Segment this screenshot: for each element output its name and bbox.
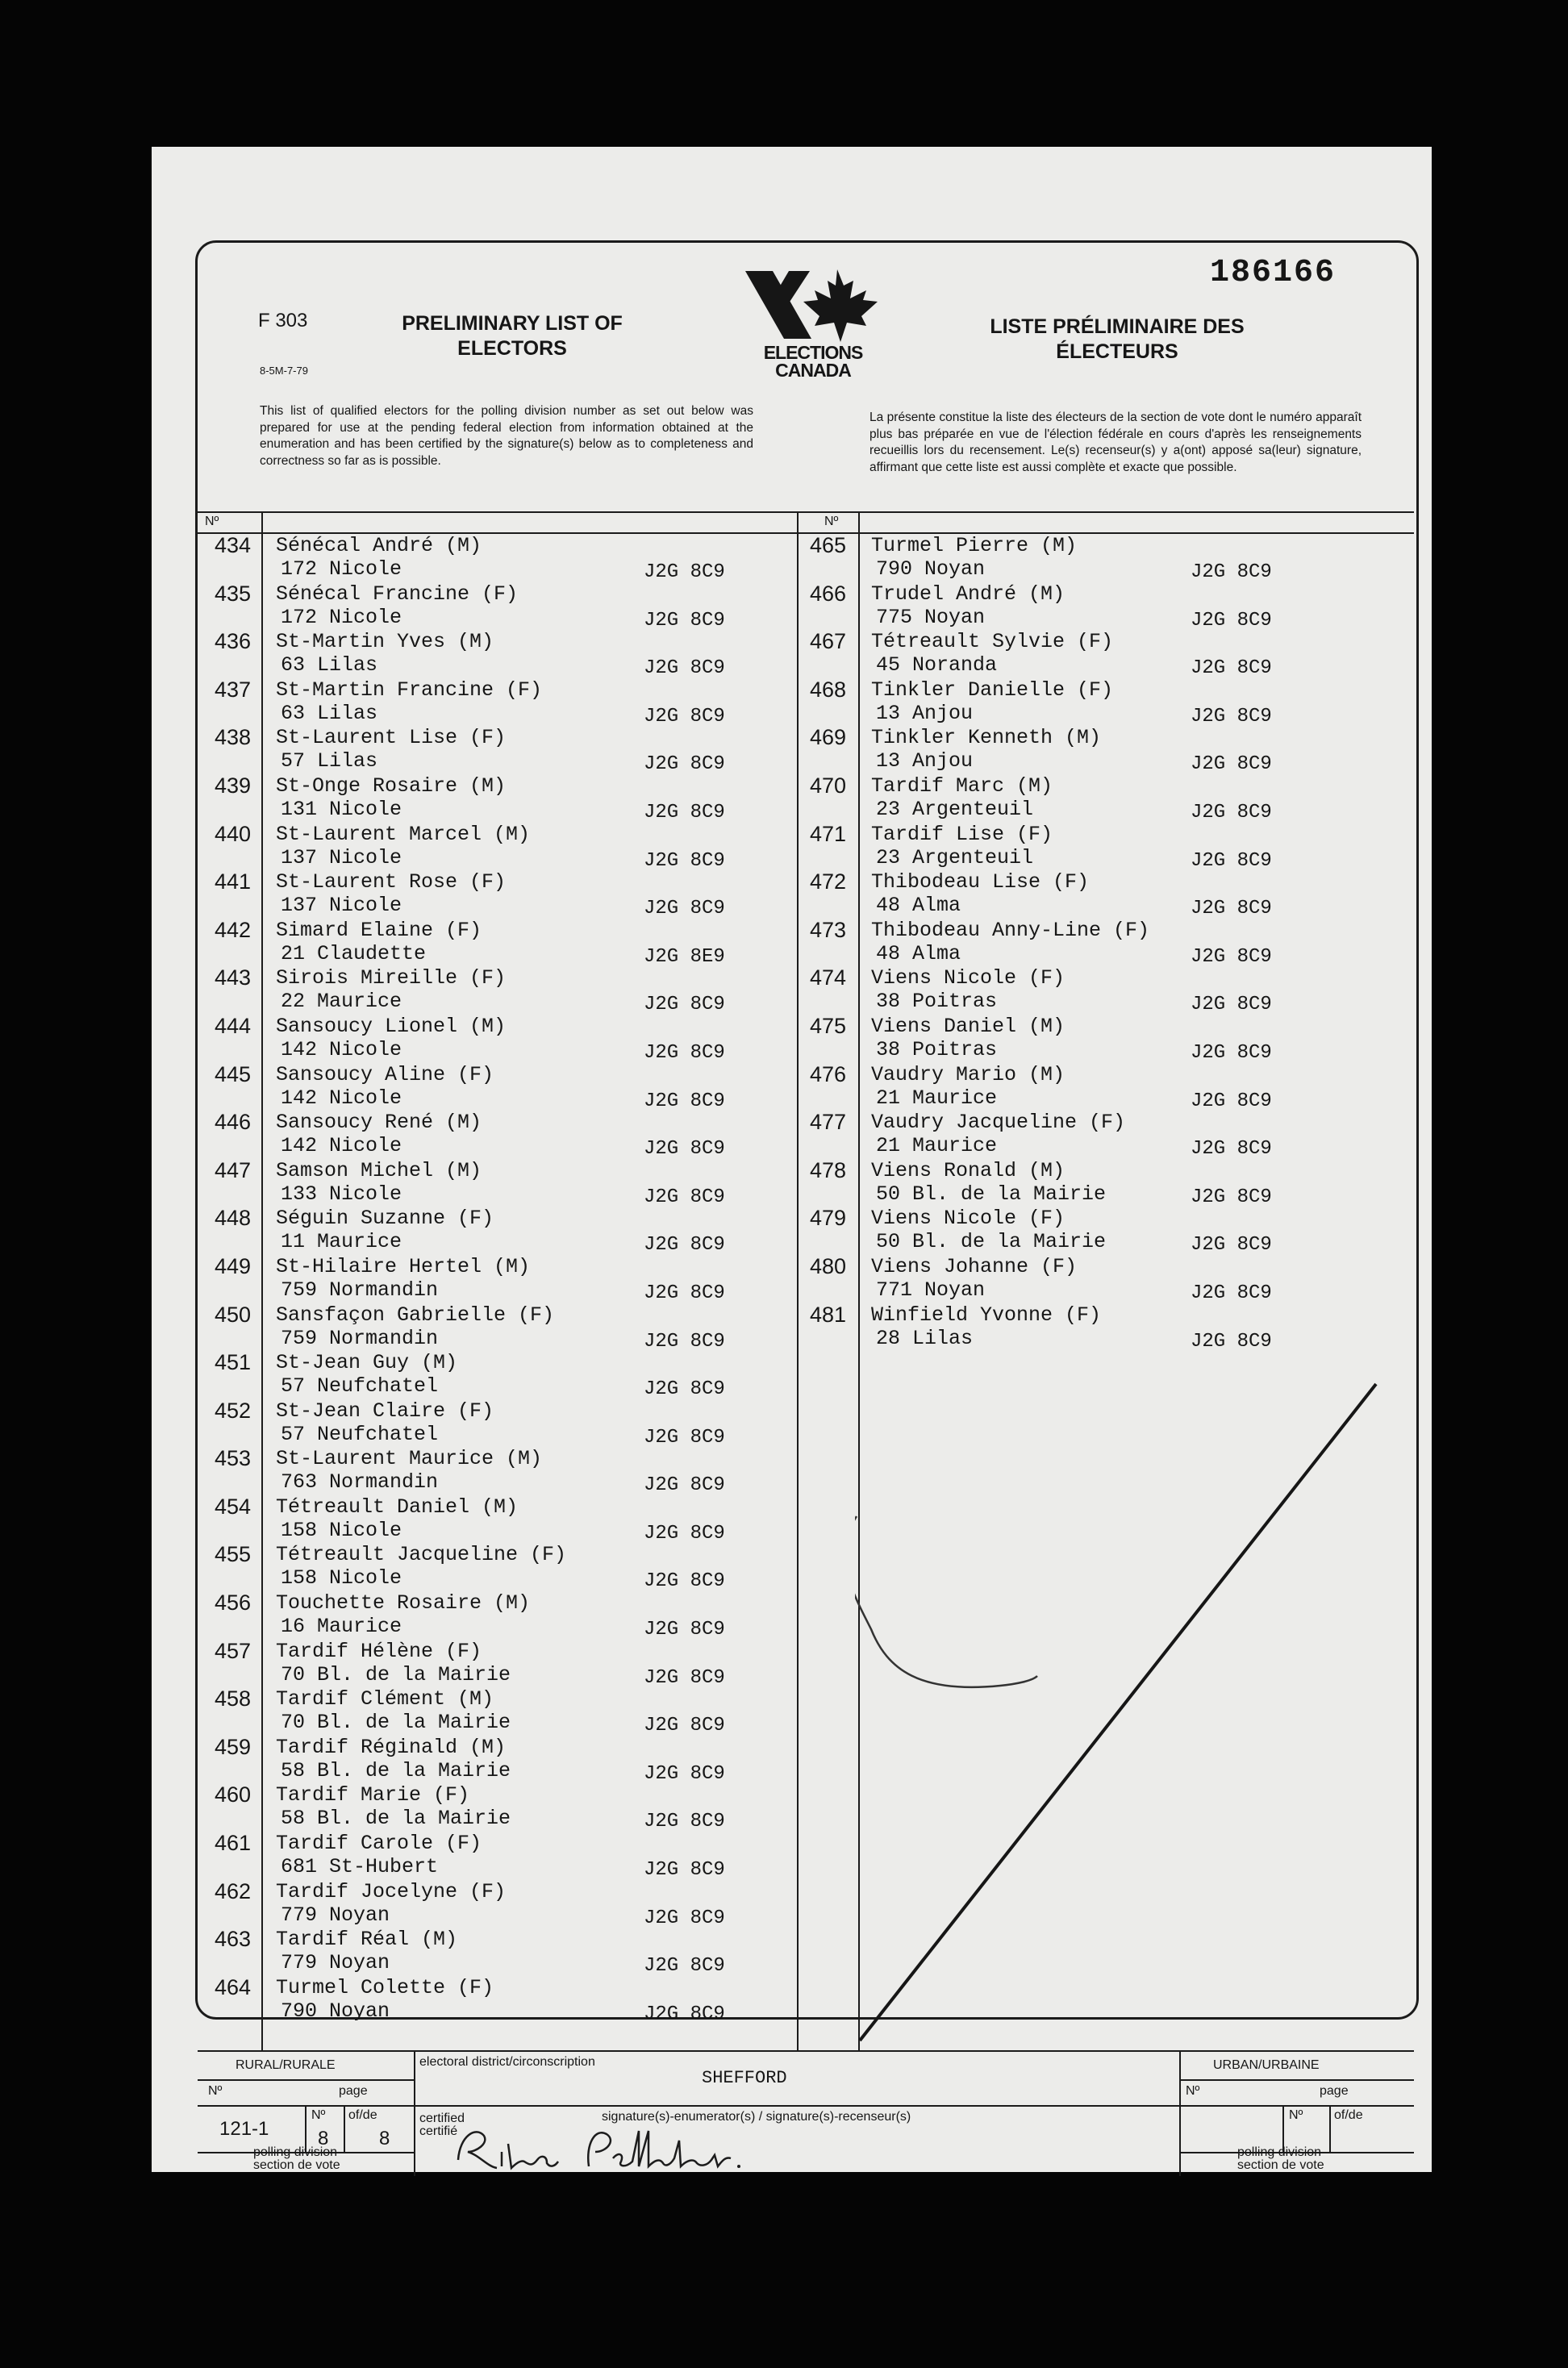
elector-name: Tétreault Sylvie (F) [871, 630, 1114, 654]
elector-name: Sirois Mireille (F) [276, 966, 507, 990]
elector-address: 763 Normandin [281, 1470, 439, 1495]
postal-code: J2G 8C9 [644, 753, 725, 776]
postal-code: J2G 8C9 [644, 1811, 725, 1833]
elector-name: Viens Daniel (M) [871, 1014, 1065, 1038]
elector-address: 21 Maurice [876, 1086, 998, 1110]
postal-code: J2G 8C9 [644, 1138, 725, 1161]
elector-entry [810, 870, 1310, 919]
rural-of-label: of/de [348, 2108, 377, 2122]
entry-number: 451 [215, 1350, 252, 1375]
elector-name: Turmel Pierre (M) [871, 534, 1078, 557]
elector-entry [215, 1351, 731, 1399]
elector-address: 137 Nicole [281, 894, 402, 918]
urban-of-divider [1329, 2105, 1331, 2152]
page-total: 8 [379, 2128, 390, 2149]
elector-address: 779 Noyan [281, 1903, 390, 1927]
elector-entry [810, 726, 1310, 774]
elector-name: St-Laurent Lise (F) [276, 726, 507, 750]
entry-number: 481 [810, 1302, 847, 1327]
entry-number: 463 [215, 1927, 252, 1952]
postal-code: J2G 8C9 [644, 705, 725, 727]
elector-entry [810, 1159, 1310, 1207]
elector-address: 48 Alma [876, 941, 961, 965]
elections-canada-logo [740, 266, 886, 381]
postal-code: J2G 8C9 [1191, 609, 1272, 632]
footer-top-rule [198, 2050, 1414, 2052]
postal-code: J2G 8C9 [1191, 945, 1272, 968]
entry-number: 459 [215, 1734, 252, 1759]
entry-number: 466 [810, 581, 847, 606]
logo-line2: CANADA [775, 360, 851, 381]
entry-number: 457 [215, 1638, 252, 1663]
postal-code: J2G 8C9 [1191, 801, 1272, 823]
elector-entry [810, 1111, 1310, 1159]
postal-code: J2G 8C9 [644, 849, 725, 872]
entry-number: 450 [215, 1302, 252, 1327]
urban-label: URBAN/URBAINE [1213, 2058, 1320, 2072]
elector-entry [215, 1976, 731, 2024]
elector-address: 13 Anjou [876, 749, 974, 773]
no-header-left: Nº [205, 515, 219, 528]
elector-entry [215, 582, 731, 631]
elector-address: 771 Noyan [876, 1278, 986, 1302]
intro-english: This list of qualified electors for the polling division number as set out below was prepared for use at the pending federal election from information obtained at the enumeration and has been certified by the signature(s) below as to completeness and correctness so far as is possible. [260, 404, 753, 468]
postal-code: J2G 8C9 [1191, 1090, 1272, 1112]
postal-code: J2G 8E9 [644, 945, 725, 968]
postal-code: J2G 8C9 [644, 1041, 725, 1064]
postal-code: J2G 8C9 [644, 1330, 725, 1353]
elector-name: Tardif Marc (M) [871, 773, 1053, 798]
entry-number: 456 [215, 1590, 252, 1615]
elector-address: 70 Bl. de la Mairie [281, 1711, 511, 1735]
urban-of-label: of/de [1334, 2108, 1363, 2122]
elector-name: St-Jean Guy (M) [276, 1351, 458, 1375]
district-name: SHEFFORD [702, 2068, 787, 2088]
intro-french: La présente constitue la liste des électeurs de la section de vote dont le numéro apparaît plus bas préparée en vue de l'élection fédérale en cours d'après les renseignements recueillis lors du recensement. Le(s) recenseur(s) y a(ont) apposé sa(leur) signature, affirmant que cette liste est aussi complète et exacte que possible. [869, 411, 1362, 474]
elector-name: St-Laurent Rose (F) [276, 870, 507, 894]
elector-entry [215, 1640, 731, 1688]
postal-code: J2G 8C9 [644, 1762, 725, 1785]
elector-address: 50 Bl. de la Mairie [876, 1182, 1107, 1206]
entry-number: 467 [810, 629, 847, 654]
elector-address: 23 Argenteuil [876, 845, 1034, 869]
elector-entry [215, 1543, 731, 1591]
elector-entry [215, 1063, 731, 1111]
elector-entry [810, 534, 1310, 582]
entry-number: 446 [215, 1110, 252, 1135]
elector-name: Sansoucy Aline (F) [276, 1062, 494, 1086]
entry-number: 454 [215, 1494, 252, 1519]
polling-division-fr: section de vote [253, 2158, 340, 2172]
elector-address: 775 Noyan [876, 605, 986, 629]
elector-name: Turmel Colette (F) [276, 1975, 494, 1999]
entry-number: 469 [810, 725, 847, 750]
elector-entry [215, 534, 731, 582]
elector-address: 21 Maurice [876, 1134, 998, 1158]
entry-number: 439 [215, 773, 252, 798]
elector-address: 63 Lilas [281, 653, 378, 677]
entry-number: 460 [215, 1782, 252, 1807]
postal-code: J2G 8C9 [644, 1715, 725, 1737]
entry-number: 455 [215, 1542, 252, 1567]
postal-code: J2G 8C9 [644, 2003, 725, 2025]
entry-number: 448 [215, 1206, 252, 1231]
no-header-right: Nº [824, 515, 839, 528]
elector-name: Trudel André (M) [871, 582, 1065, 606]
urban-page-no-label: Nº [1289, 2108, 1303, 2122]
entry-number: 480 [810, 1253, 847, 1278]
postal-code: J2G 8C9 [1191, 705, 1272, 727]
postal-code: J2G 8C9 [644, 1282, 725, 1304]
postal-code: J2G 8C9 [1191, 1234, 1272, 1257]
form-subcode: 8-5M-7-79 [260, 365, 308, 377]
elector-address: 22 Maurice [281, 990, 402, 1014]
urban-no-label: Nº [1186, 2084, 1200, 2098]
form-code: F 303 [258, 310, 308, 331]
elector-address: 133 Nicole [281, 1182, 402, 1206]
left-elector-list [215, 534, 731, 2024]
logo-line1: ELECTIONS [763, 342, 863, 363]
elector-name: Simard Elaine (F) [276, 918, 482, 942]
elector-address: 50 Bl. de la Mairie [876, 1230, 1107, 1254]
elector-address: 45 Noranda [876, 653, 998, 677]
division-number: 121-1 [219, 2118, 269, 2140]
elector-address: 11 Maurice [281, 1230, 402, 1254]
elector-name: Sénécal André (M) [276, 534, 482, 557]
postal-code: J2G 8C9 [644, 801, 725, 823]
elector-name: St-Onge Rosaire (M) [276, 773, 507, 798]
elector-entry [810, 823, 1310, 871]
postal-code: J2G 8C9 [644, 1666, 725, 1689]
elector-name: Tardif Réal (M) [276, 1928, 458, 1952]
postal-code: J2G 8C9 [644, 1234, 725, 1257]
postal-code: J2G 8C9 [1191, 898, 1272, 920]
postal-code: J2G 8C9 [1191, 657, 1272, 680]
elector-address: 58 Bl. de la Mairie [281, 1758, 511, 1782]
entry-number: 435 [215, 581, 252, 606]
entry-number: 434 [215, 533, 252, 557]
elector-entry [810, 678, 1310, 727]
elector-address: 57 Neufchatel [281, 1374, 439, 1399]
elector-name: Winfield Yvonne (F) [871, 1303, 1102, 1327]
postal-code: J2G 8C9 [644, 1090, 725, 1112]
elector-address: 790 Noyan [281, 1999, 390, 2023]
elector-entry [810, 1063, 1310, 1111]
entry-number: 442 [215, 917, 252, 942]
elector-entry [215, 823, 731, 871]
elector-name: Vaudry Jacqueline (F) [871, 1111, 1126, 1135]
elector-name: St-Martin Francine (F) [276, 677, 543, 702]
elector-name: Sénécal Francine (F) [276, 582, 519, 606]
elector-entry [215, 1783, 731, 1832]
elector-entry [215, 1591, 731, 1640]
rural-divider [414, 2050, 415, 2176]
postal-code: J2G 8C9 [644, 1474, 725, 1497]
elector-name: Tardif Clément (M) [276, 1687, 494, 1711]
elector-address: 172 Nicole [281, 605, 402, 629]
postal-code: J2G 8C9 [644, 994, 725, 1016]
elector-name: Vaudry Mario (M) [871, 1062, 1065, 1086]
elector-name: Tardif Jocelyne (F) [276, 1879, 507, 1903]
urban-polling-division-en: polling division [1237, 2145, 1322, 2159]
rural-label: RURAL/RURALE [236, 2058, 336, 2072]
elector-name: Tardif Hélène (F) [276, 1639, 482, 1663]
title-english: PRELIMINARY LIST OF ELECTORS [402, 312, 623, 360]
entry-number: 470 [810, 773, 847, 798]
postal-code: J2G 8C9 [644, 609, 725, 632]
postal-code: J2G 8C9 [644, 1859, 725, 1882]
elector-entry [810, 1015, 1310, 1063]
postal-code: J2G 8C9 [644, 898, 725, 920]
elector-address: 137 Nicole [281, 845, 402, 869]
postal-code: J2G 8C9 [1191, 1330, 1272, 1353]
elector-address: 16 Maurice [281, 1615, 402, 1639]
urban-rule-2 [1179, 2105, 1414, 2107]
elector-name: Tardif Carole (F) [276, 1832, 482, 1856]
elector-name: Touchette Rosaire (M) [276, 1591, 531, 1615]
entry-number: 438 [215, 725, 252, 750]
entry-number: 443 [215, 965, 252, 990]
entry-number: 473 [810, 917, 847, 942]
cancel-strike-line [855, 1371, 1387, 2049]
elector-address: 58 Bl. de la Mairie [281, 1807, 511, 1831]
elector-entry [215, 774, 731, 823]
entry-number: 471 [810, 821, 847, 846]
elector-entry [215, 919, 731, 967]
postal-code: J2G 8C9 [644, 1955, 725, 1978]
rural-rule-1 [198, 2079, 414, 2081]
elector-address: 759 Normandin [281, 1278, 439, 1302]
entry-number: 458 [215, 1686, 252, 1711]
signature-label: signature(s)-enumerator(s) / signature(s)-recenseur(s) [602, 2110, 911, 2124]
elector-address: 158 Nicole [281, 1566, 402, 1590]
postal-code: J2G 8C9 [1191, 1041, 1272, 1064]
elector-name: Sansfaçon Gabrielle (F) [276, 1303, 555, 1327]
elector-entry [215, 870, 731, 919]
elector-name: Thibodeau Lise (F) [871, 870, 1090, 894]
elector-name: Tardif Réginald (M) [276, 1735, 507, 1759]
rural-of-divider [344, 2105, 345, 2152]
elector-name: Sansoucy Lionel (M) [276, 1014, 507, 1038]
urban-rule-1 [1179, 2079, 1414, 2081]
elector-address: 142 Nicole [281, 1037, 402, 1061]
elector-entry [215, 1399, 731, 1448]
postal-code: J2G 8C9 [644, 1522, 725, 1545]
entry-number: 462 [215, 1878, 252, 1903]
entry-number: 464 [215, 1974, 252, 1999]
elector-entry [215, 1447, 731, 1495]
entry-number: 445 [215, 1061, 252, 1086]
elector-address: 779 Noyan [281, 1951, 390, 1975]
postal-code: J2G 8C9 [1191, 994, 1272, 1016]
entry-number: 475 [810, 1013, 847, 1038]
elector-entry [810, 1207, 1310, 1255]
entry-number: 476 [810, 1061, 847, 1086]
elector-address: 13 Anjou [876, 701, 974, 725]
elector-address: 172 Nicole [281, 557, 402, 581]
urban-page-label: page [1320, 2084, 1349, 2098]
elector-address: 63 Lilas [281, 701, 378, 725]
elector-entry [215, 1832, 731, 1880]
elector-entry [215, 1687, 731, 1736]
elector-name: Viens Nicole (F) [871, 966, 1065, 990]
postal-code: J2G 8C9 [1191, 849, 1272, 872]
postal-code: J2G 8C9 [644, 1426, 725, 1449]
entry-number: 477 [810, 1110, 847, 1135]
elector-entry [810, 919, 1310, 967]
elector-entry [215, 678, 731, 727]
elector-entry [215, 726, 731, 774]
entry-number: 478 [810, 1157, 847, 1182]
district-label: electoral district/circonscription [419, 2055, 595, 2069]
elector-name: St-Hilaire Hertel (M) [276, 1254, 531, 1278]
elector-address: 790 Noyan [876, 557, 986, 581]
elector-address: 38 Poitras [876, 990, 998, 1014]
elector-address: 38 Poitras [876, 1037, 998, 1061]
elector-name: Tardif Lise (F) [871, 822, 1053, 846]
elector-name: St-Martin Yves (M) [276, 630, 494, 654]
entry-number: 461 [215, 1831, 252, 1856]
elector-address: 681 St-Hubert [281, 1855, 439, 1879]
postal-code: J2G 8C9 [1191, 1138, 1272, 1161]
postal-code: J2G 8C9 [1191, 753, 1272, 776]
elector-entry [215, 1207, 731, 1255]
elector-address: 142 Nicole [281, 1134, 402, 1158]
elector-entry [810, 582, 1310, 631]
elector-address: 142 Nicole [281, 1086, 402, 1110]
entry-number: 479 [810, 1206, 847, 1231]
elector-address: 70 Bl. de la Mairie [281, 1662, 511, 1686]
postal-code: J2G 8C9 [644, 657, 725, 680]
table-top-rule [198, 511, 1414, 513]
elector-name: Tétreault Jacqueline (F) [276, 1543, 567, 1567]
entry-number: 468 [810, 677, 847, 702]
district-rule [414, 2105, 1179, 2107]
postal-code: J2G 8C9 [1191, 1186, 1272, 1208]
elector-address: 48 Alma [876, 894, 961, 918]
entry-number: 452 [215, 1398, 252, 1423]
right-elector-list [810, 534, 1310, 1351]
enumerator-signature [452, 2120, 790, 2176]
elector-name: Tétreault Daniel (M) [276, 1495, 519, 1519]
elector-entry [215, 1303, 731, 1352]
postal-code: J2G 8C9 [644, 1619, 725, 1641]
elector-entry [810, 630, 1310, 678]
postal-code: J2G 8C9 [644, 561, 725, 583]
entry-number: 437 [215, 677, 252, 702]
elector-address: 131 Nicole [281, 797, 402, 821]
certified-label-en: certified [419, 2112, 465, 2125]
elector-name: St-Laurent Marcel (M) [276, 822, 531, 846]
maple-leaf-x-icon [740, 266, 886, 344]
page-number: 8 [318, 2128, 329, 2149]
elector-name: Viens Ronald (M) [871, 1158, 1065, 1182]
rural-page-label: page [339, 2084, 368, 2098]
elector-address: 57 Neufchatel [281, 1422, 439, 1446]
serial-number: 186166 [1210, 255, 1337, 291]
elector-name: Viens Nicole (F) [871, 1207, 1065, 1231]
elector-address: 57 Lilas [281, 749, 378, 773]
polling-division-en: polling division [253, 2145, 338, 2159]
elector-entry [215, 1111, 731, 1159]
elector-name: Thibodeau Anny-Line (F) [871, 918, 1150, 942]
elector-entry [810, 774, 1310, 823]
entry-number: 440 [215, 821, 252, 846]
elector-name: St-Jean Claire (F) [276, 1399, 494, 1423]
elector-entry [810, 1303, 1310, 1352]
urban-polling-division-fr: section de vote [1237, 2158, 1324, 2172]
postal-code: J2G 8C9 [1191, 1282, 1272, 1304]
urban-divider [1179, 2050, 1181, 2176]
elector-entry [215, 1736, 731, 1784]
postal-code: J2G 8C9 [1191, 561, 1272, 583]
elector-name: Tinkler Danielle (F) [871, 677, 1114, 702]
postal-code: J2G 8C9 [644, 1378, 725, 1401]
postal-code: J2G 8C9 [644, 1570, 725, 1593]
elector-entry [215, 966, 731, 1015]
postal-code: J2G 8C9 [644, 1907, 725, 1929]
elector-entry [215, 1255, 731, 1303]
certified-label-fr: certifié [419, 2124, 458, 2138]
entry-number: 441 [215, 869, 252, 894]
elector-entry [810, 1255, 1310, 1303]
elector-entry [810, 966, 1310, 1015]
rural-page-no-label: Nº [311, 2108, 326, 2122]
entry-number: 444 [215, 1013, 252, 1038]
elector-entry [215, 630, 731, 678]
elector-entry [215, 1495, 731, 1544]
entry-number: 474 [810, 965, 847, 990]
elector-address: 759 Normandin [281, 1326, 439, 1350]
entry-number: 472 [810, 869, 847, 894]
elector-entry [215, 1880, 731, 1928]
center-divider [797, 511, 799, 2050]
elector-name: Viens Johanne (F) [871, 1254, 1078, 1278]
postal-code: J2G 8C9 [644, 1186, 725, 1208]
elector-name: Tinkler Kenneth (M) [871, 726, 1102, 750]
entry-number: 465 [810, 533, 847, 557]
entry-number: 449 [215, 1253, 252, 1278]
elector-address: 21 Claudette [281, 941, 427, 965]
elector-address: 23 Argenteuil [876, 797, 1034, 821]
elector-name: Sansoucy René (M) [276, 1111, 482, 1135]
entry-number: 453 [215, 1446, 252, 1471]
elector-name: Tardif Marie (F) [276, 1783, 470, 1807]
elector-name: Séguin Suzanne (F) [276, 1207, 494, 1231]
elector-name: Samson Michel (M) [276, 1158, 482, 1182]
elector-entry [215, 1015, 731, 1063]
elector-entry [215, 1928, 731, 1976]
elector-name: St-Laurent Maurice (M) [276, 1447, 543, 1471]
title-french: LISTE PRÉLIMINAIRE DES ÉLECTEURS [990, 315, 1245, 363]
elector-address: 28 Lilas [876, 1326, 974, 1350]
entry-number: 436 [215, 629, 252, 654]
elector-address: 158 Nicole [281, 1518, 402, 1542]
elector-entry [215, 1159, 731, 1207]
rural-no-label: Nº [208, 2084, 223, 2098]
entry-number: 447 [215, 1157, 252, 1182]
